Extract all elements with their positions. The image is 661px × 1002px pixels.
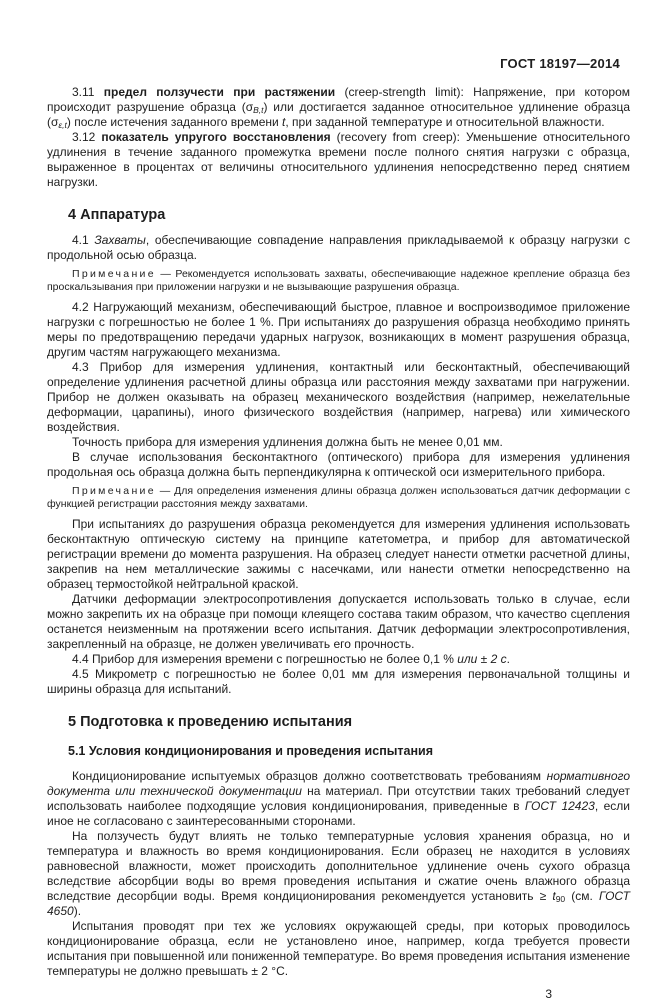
variable-t: t: [552, 889, 556, 903]
para-4-4: [47, 652, 630, 667]
variable-t: t: [282, 115, 286, 129]
text-run: Кондиционирование испытуемых образцов должно соответствовать требованиям: [72, 769, 547, 783]
text-run: ) или достигается заданное относительное удлинение образца (σ: [47, 100, 630, 129]
ref-gost-4650: ГОСТ 4650: [47, 889, 630, 918]
document-code: ГОСТ 18197—2014: [500, 56, 620, 71]
para-4-5: 4.5 Микрометр с погрешностью не более 0,01 мм для измерения первоначальной толщины и ширины образца для испытаний.: [47, 667, 630, 696]
text-run: , при заданной температуре и относительной влажности.: [285, 115, 605, 129]
text-run: (recovery from creep): Уменьшение относительного удлинения в течение заданного промежутка времени после полного снятия нагрузки с образца, выраженное в процентах от величины относительного удлинения непосредственно перед снятием нагрузки.: [47, 130, 630, 189]
symbol-subscript: B,t: [253, 105, 264, 115]
text-run-italic: или ± 2 с: [457, 652, 507, 666]
para-4-1: [47, 233, 630, 263]
text-run: (см.: [565, 889, 599, 903]
section-4-heading: 4 Аппаратура: [68, 207, 166, 223]
text-run: 3.11: [72, 85, 104, 99]
para-4-3-accuracy: Точность прибора для измерения удлинения должна быть не менее 0,01 мм.: [72, 435, 503, 449]
para-4-3-strain-gauges: Датчики деформации электросопротивления допускается использовать только в случае, если можно закрепить их на образце при помощи клеящего состава таким образом, что качество сцепления останется неизменным на протяжении всего испытания. Датчик деформации электросопротивления, закрепленный на образце, не должен увеличивать его прочность.: [47, 592, 630, 651]
note-text: Рекомендуется использовать захваты, обеспечивающие надежное крепление образца без проскальзывания при приложении нагрузки и не вызывающие разрушения образца.: [47, 268, 630, 293]
text-run: 4.4 Прибор для измерения времени с погрешностью не более 0,1 %: [72, 652, 458, 666]
para-3-12: [47, 130, 630, 190]
note-label: Примечание: [72, 268, 156, 280]
text-run: , обеспечивающие совпадение направления прикладываемой к образцу нагрузки с продольной осью образца.: [47, 233, 631, 262]
ref-normative-doc: нормативного документа или технической документации: [47, 769, 630, 798]
para-3-11: [47, 85, 630, 130]
note-4-1: [47, 268, 630, 294]
symbol-subscript: ε,t: [58, 120, 67, 130]
para-4-3: 4.3 Прибор для измерения удлинения, контактный или бесконтактный, обеспечивающий определение удлинения расчетной длины образца или расстояния между захватами при нагружении. Прибор не должен оказывать на образец механического воздействия (например, нежелательные деформации, царапины), иного физического воздействия (например, нагрева) или химического воздействия.: [47, 360, 630, 434]
para-4-3-marking: При испытаниях до разрушения образца рекомендуется для измерения удлинения использовать бесконтактную оптическую систему на принципе катетометра, и прибор для автоматической регистрации времени до момента разрушения. На образец следует нанести отметки расчетной длины, закрепив на нем металлические зажимы с насечками, или нанести отметки непосредственно на образец термостойкой нейтральной краской.: [47, 517, 630, 591]
text-run: 3.12: [72, 130, 102, 144]
page-number: 3: [545, 987, 552, 1001]
para-5-1-humidity: [47, 829, 630, 919]
text-run: ).: [73, 904, 82, 918]
section-5-1-heading: 5.1 Условия кондиционирования и проведения испытания: [68, 744, 434, 758]
para-5-1-conditioning: [47, 769, 630, 829]
note-label: Примечание: [72, 485, 156, 497]
text-run: 4.1: [72, 233, 95, 247]
note-4-3: [47, 485, 630, 511]
text-run: На ползучесть будут влиять не только температурные условия хранения образца, но и температура и влажность во время кондиционирования. Если образец не находится в условиях равновесной влажности, может происходить дополнительное удлинение очень сухого образца вследствие абсорбции воды во время проведения испытания и сжатие очень влажного образца вследствие десорбции воды. Время кондиционирования рекомендуется установить ≥: [47, 829, 630, 903]
para-5-1-environment: Испытания проводят при тех же условиях окружающей среды, при которых проводилось кондиционирование образца, если не установлено иное, например, когда требуется провести испытания при повышенной или пониженной температуре. Во время проведения испытания изменение температуры не должно превышать ± 2 °С.: [47, 919, 630, 978]
term-name: предел ползучести при растяжении: [103, 85, 336, 99]
para-4-3-optical: В случае использования бесконтактного (оптического) прибора для измерения удлинения продольная ось образца должна быть перпендикулярна к оптической оси измерительного прибора.: [47, 450, 630, 479]
text-run: ) после истечения заданного времени: [66, 115, 283, 129]
text-run: (creep-strength limit): Напряжение, при котором происходит разрушение образца (σ: [47, 85, 630, 114]
para-4-2: 4.2 Нагружающий механизм, обеспечивающий быстрое, плавное и воспроизводимое приложение нагрузки с погрешностью не более 1 %. При испытаниях до разрушения образца необходимо принять меры по предотвращению передачи ударных нагрузок, возникающих в момент разрушения образца, другим частям нагружающего механизма.: [47, 300, 630, 359]
note-dash: —: [155, 268, 176, 280]
note-dash: —: [155, 485, 175, 497]
text-run: на материал. При отсутствии таких требований следует использовать наиболее подходящие условия кондиционирования, приведенные в: [47, 784, 630, 813]
text-run: .: [506, 652, 510, 666]
ref-gost-12423: ГОСТ 12423: [524, 799, 595, 813]
text-run: , если иное не согласовано с заинтересованными сторонами.: [47, 799, 631, 828]
section-5-heading: 5 Подготовка к проведению испытания: [68, 714, 353, 730]
term-grips: Захваты: [94, 233, 146, 247]
note-text: Для определения изменения длины образца должен использоваться датчик деформации с функцией регистрации расстояния между захватами.: [47, 485, 630, 510]
term-name: показатель упругого восстановления: [101, 130, 331, 144]
symbol-subscript: 90: [555, 894, 566, 904]
